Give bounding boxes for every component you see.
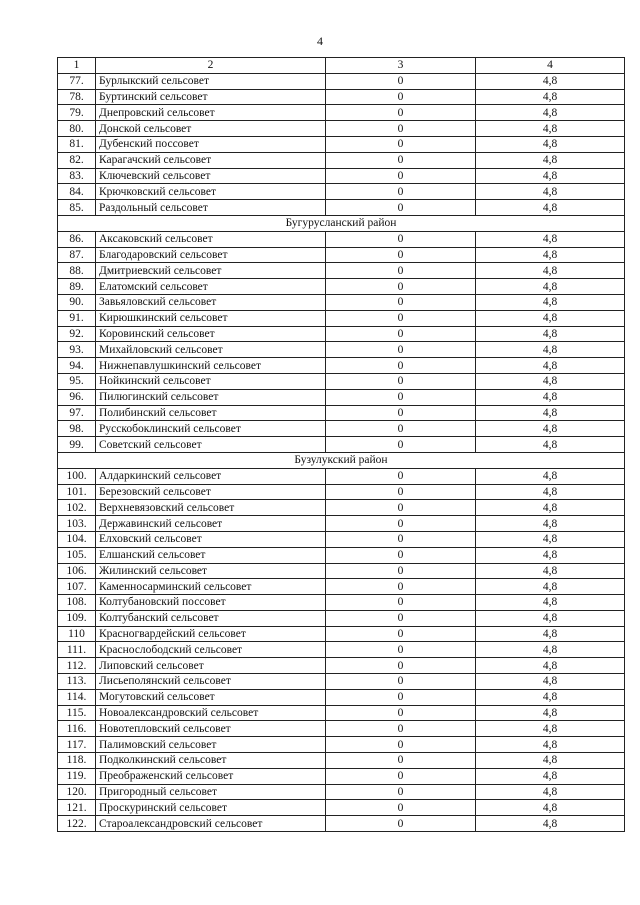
- table-row: [58, 263, 625, 279]
- row-name-cell: Каменносарминский сельсовет: [96, 579, 326, 595]
- row-number-cell: 85.: [58, 200, 96, 216]
- table-body: [58, 58, 625, 832]
- row-number-cell: 83.: [58, 168, 96, 184]
- section-title: Бузулукский район: [58, 452, 625, 468]
- table-row: [58, 358, 625, 374]
- row-name-cell: Крючковский сельсовет: [96, 184, 326, 200]
- row-col4-cell: 4,8: [476, 389, 625, 405]
- table-row: [58, 136, 625, 152]
- table-row: [58, 563, 625, 579]
- table-row: [58, 800, 625, 816]
- row-col3-cell: 0: [326, 247, 476, 263]
- row-col3-cell: 0: [326, 105, 476, 121]
- table-row: [58, 373, 625, 389]
- table-row: [58, 610, 625, 626]
- row-col4-cell: 4,8: [476, 279, 625, 295]
- row-number-cell: 89.: [58, 279, 96, 295]
- row-number-cell: 108.: [58, 595, 96, 611]
- row-col4-cell: 4,8: [476, 200, 625, 216]
- row-col3-cell: 0: [326, 705, 476, 721]
- row-name-cell: Кирюшкинский сельсовет: [96, 310, 326, 326]
- section-row: [58, 452, 625, 468]
- table-row: [58, 184, 625, 200]
- row-number-cell: 122.: [58, 816, 96, 832]
- row-col4-cell: 4,8: [476, 152, 625, 168]
- row-col3-cell: 0: [326, 231, 476, 247]
- table-row: [58, 753, 625, 769]
- row-col3-cell: 0: [326, 437, 476, 453]
- row-col3-cell: 0: [326, 373, 476, 389]
- table-row: [58, 279, 625, 295]
- row-name-cell: Староалександровский сельсовет: [96, 816, 326, 832]
- row-col3-cell: 0: [326, 279, 476, 295]
- page-number: 4: [317, 34, 323, 48]
- row-name-cell: Раздольный сельсовет: [96, 200, 326, 216]
- row-number-cell: 91.: [58, 310, 96, 326]
- row-col3-cell: 0: [326, 626, 476, 642]
- row-col4-cell: 4,8: [476, 326, 625, 342]
- table-row: [58, 674, 625, 690]
- municipal-table: [57, 57, 625, 832]
- header-cell-1: 1: [58, 58, 96, 74]
- table-row: [58, 421, 625, 437]
- row-name-cell: Аксаковский сельсовет: [96, 231, 326, 247]
- row-number-cell: 86.: [58, 231, 96, 247]
- table-row: [58, 689, 625, 705]
- row-name-cell: Подколкинский сельсовет: [96, 753, 326, 769]
- row-col3-cell: 0: [326, 168, 476, 184]
- row-name-cell: Советский сельсовет: [96, 437, 326, 453]
- row-number-cell: 99.: [58, 437, 96, 453]
- row-col4-cell: 4,8: [476, 563, 625, 579]
- row-col3-cell: 0: [326, 563, 476, 579]
- row-col4-cell: 4,8: [476, 247, 625, 263]
- row-col4-cell: 4,8: [476, 737, 625, 753]
- row-col3-cell: 0: [326, 358, 476, 374]
- row-name-cell: Липовский сельсовет: [96, 658, 326, 674]
- row-col3-cell: 0: [326, 421, 476, 437]
- row-col4-cell: 4,8: [476, 437, 625, 453]
- row-name-cell: Нойкинский сельсовет: [96, 373, 326, 389]
- row-col3-cell: 0: [326, 484, 476, 500]
- table-row: [58, 389, 625, 405]
- row-col3-cell: 0: [326, 579, 476, 595]
- row-col4-cell: 4,8: [476, 342, 625, 358]
- row-col3-cell: 0: [326, 721, 476, 737]
- row-col3-cell: 0: [326, 547, 476, 563]
- row-name-cell: Коровинский сельсовет: [96, 326, 326, 342]
- row-col3-cell: 0: [326, 500, 476, 516]
- row-name-cell: Дмитриевский сельсовет: [96, 263, 326, 279]
- row-col3-cell: 0: [326, 136, 476, 152]
- row-number-cell: 115.: [58, 705, 96, 721]
- row-name-cell: Дубенский поссовет: [96, 136, 326, 152]
- row-number-cell: 77.: [58, 73, 96, 89]
- row-col4-cell: 4,8: [476, 516, 625, 532]
- row-name-cell: Пилюгинский сельсовет: [96, 389, 326, 405]
- row-col4-cell: 4,8: [476, 105, 625, 121]
- row-number-cell: 96.: [58, 389, 96, 405]
- table-row: [58, 294, 625, 310]
- row-col4-cell: 4,8: [476, 753, 625, 769]
- section-title: Бугурусланский район: [58, 215, 625, 231]
- row-name-cell: Елатомский сельсовет: [96, 279, 326, 295]
- row-name-cell: Бурлыкский сельсовет: [96, 73, 326, 89]
- row-name-cell: Новоалександровский сельсовет: [96, 705, 326, 721]
- row-col4-cell: 4,8: [476, 579, 625, 595]
- table-row: [58, 326, 625, 342]
- row-name-cell: Могутовский сельсовет: [96, 689, 326, 705]
- row-name-cell: Ключевский сельсовет: [96, 168, 326, 184]
- table-row: [58, 816, 625, 832]
- row-name-cell: Пригородный сельсовет: [96, 784, 326, 800]
- row-col3-cell: 0: [326, 294, 476, 310]
- row-col4-cell: 4,8: [476, 626, 625, 642]
- row-number-cell: 79.: [58, 105, 96, 121]
- row-number-cell: 121.: [58, 800, 96, 816]
- row-col4-cell: 4,8: [476, 421, 625, 437]
- row-number-cell: 90.: [58, 294, 96, 310]
- row-col3-cell: 0: [326, 263, 476, 279]
- row-number-cell: 111.: [58, 642, 96, 658]
- row-name-cell: Державинский сельсовет: [96, 516, 326, 532]
- row-name-cell: Русскобоклинский сельсовет: [96, 421, 326, 437]
- table-row: [58, 73, 625, 89]
- row-number-cell: 110: [58, 626, 96, 642]
- table-row: [58, 516, 625, 532]
- row-name-cell: Проскуринский сельсовет: [96, 800, 326, 816]
- row-number-cell: 87.: [58, 247, 96, 263]
- row-col3-cell: 0: [326, 184, 476, 200]
- row-col4-cell: 4,8: [476, 531, 625, 547]
- row-number-cell: 80.: [58, 121, 96, 137]
- table-row: [58, 705, 625, 721]
- table-row: [58, 105, 625, 121]
- row-col4-cell: 4,8: [476, 768, 625, 784]
- table-row: [58, 500, 625, 516]
- row-name-cell: Елховский сельсовет: [96, 531, 326, 547]
- row-col3-cell: 0: [326, 816, 476, 832]
- row-col4-cell: 4,8: [476, 705, 625, 721]
- table-row: [58, 658, 625, 674]
- row-name-cell: Красногвардейский сельсовет: [96, 626, 326, 642]
- row-col3-cell: 0: [326, 121, 476, 137]
- header-cell-4: 4: [476, 58, 625, 74]
- row-number-cell: 94.: [58, 358, 96, 374]
- row-col3-cell: 0: [326, 689, 476, 705]
- row-number-cell: 105.: [58, 547, 96, 563]
- row-col3-cell: 0: [326, 595, 476, 611]
- table-row: [58, 484, 625, 500]
- row-col4-cell: 4,8: [476, 595, 625, 611]
- row-number-cell: 103.: [58, 516, 96, 532]
- row-number-cell: 117.: [58, 737, 96, 753]
- row-name-cell: Елшанский сельсовет: [96, 547, 326, 563]
- row-number-cell: 113.: [58, 674, 96, 690]
- row-number-cell: 92.: [58, 326, 96, 342]
- row-col4-cell: 4,8: [476, 73, 625, 89]
- table-row: [58, 595, 625, 611]
- row-col3-cell: 0: [326, 658, 476, 674]
- row-col4-cell: 4,8: [476, 168, 625, 184]
- row-col4-cell: 4,8: [476, 294, 625, 310]
- table-row: [58, 642, 625, 658]
- row-col4-cell: 4,8: [476, 89, 625, 105]
- row-col4-cell: 4,8: [476, 642, 625, 658]
- row-number-cell: 116.: [58, 721, 96, 737]
- row-col4-cell: 4,8: [476, 547, 625, 563]
- row-col3-cell: 0: [326, 674, 476, 690]
- row-number-cell: 84.: [58, 184, 96, 200]
- table-row: [58, 342, 625, 358]
- row-name-cell: Новотепловский сельсовет: [96, 721, 326, 737]
- row-number-cell: 107.: [58, 579, 96, 595]
- row-name-cell: Завьяловский сельсовет: [96, 294, 326, 310]
- row-col4-cell: 4,8: [476, 231, 625, 247]
- table-row: [58, 737, 625, 753]
- row-col4-cell: 4,8: [476, 800, 625, 816]
- row-number-cell: 109.: [58, 610, 96, 626]
- row-name-cell: Алдаркинский сельсовет: [96, 468, 326, 484]
- table-row: [58, 152, 625, 168]
- row-col4-cell: 4,8: [476, 310, 625, 326]
- row-col4-cell: 4,8: [476, 784, 625, 800]
- row-col3-cell: 0: [326, 152, 476, 168]
- table-row: [58, 89, 625, 105]
- row-name-cell: Донской сельсовет: [96, 121, 326, 137]
- row-col4-cell: 4,8: [476, 373, 625, 389]
- table-row: [58, 626, 625, 642]
- row-col4-cell: 4,8: [476, 263, 625, 279]
- row-name-cell: Колтубанский сельсовет: [96, 610, 326, 626]
- row-number-cell: 106.: [58, 563, 96, 579]
- table-row: [58, 121, 625, 137]
- row-number-cell: 95.: [58, 373, 96, 389]
- row-number-cell: 98.: [58, 421, 96, 437]
- row-col4-cell: 4,8: [476, 721, 625, 737]
- row-col4-cell: 4,8: [476, 405, 625, 421]
- row-col4-cell: 4,8: [476, 484, 625, 500]
- row-col4-cell: 4,8: [476, 468, 625, 484]
- row-name-cell: Колтубановский поссовет: [96, 595, 326, 611]
- table-row: [58, 231, 625, 247]
- table-row: [58, 768, 625, 784]
- row-col3-cell: 0: [326, 405, 476, 421]
- table-row: [58, 437, 625, 453]
- row-number-cell: 119.: [58, 768, 96, 784]
- row-number-cell: 102.: [58, 500, 96, 516]
- row-col4-cell: 4,8: [476, 689, 625, 705]
- row-col4-cell: 4,8: [476, 136, 625, 152]
- row-col3-cell: 0: [326, 326, 476, 342]
- table-row: [58, 721, 625, 737]
- table-row: [58, 579, 625, 595]
- row-col3-cell: 0: [326, 784, 476, 800]
- row-col4-cell: 4,8: [476, 610, 625, 626]
- row-name-cell: Лисьеполянский сельсовет: [96, 674, 326, 690]
- table-row: [58, 531, 625, 547]
- table-row: [58, 468, 625, 484]
- row-number-cell: 100.: [58, 468, 96, 484]
- row-name-cell: Березовский сельсовет: [96, 484, 326, 500]
- row-col4-cell: 4,8: [476, 121, 625, 137]
- row-name-cell: Благодаровский сельсовет: [96, 247, 326, 263]
- row-name-cell: Преображенский сельсовет: [96, 768, 326, 784]
- row-col3-cell: 0: [326, 468, 476, 484]
- row-col4-cell: 4,8: [476, 184, 625, 200]
- row-name-cell: Палимовский сельсовет: [96, 737, 326, 753]
- row-col3-cell: 0: [326, 389, 476, 405]
- row-col3-cell: 0: [326, 768, 476, 784]
- table-row: [58, 168, 625, 184]
- header-row: [58, 58, 625, 74]
- row-col3-cell: 0: [326, 342, 476, 358]
- row-number-cell: 97.: [58, 405, 96, 421]
- row-name-cell: Днепровский сельсовет: [96, 105, 326, 121]
- row-number-cell: 104.: [58, 531, 96, 547]
- row-col3-cell: 0: [326, 800, 476, 816]
- table-row: [58, 547, 625, 563]
- row-name-cell: Краснослободский сельсовет: [96, 642, 326, 658]
- row-col3-cell: 0: [326, 200, 476, 216]
- row-col3-cell: 0: [326, 737, 476, 753]
- row-name-cell: Верхневязовский сельсовет: [96, 500, 326, 516]
- row-col3-cell: 0: [326, 753, 476, 769]
- table-row: [58, 247, 625, 263]
- table-row: [58, 200, 625, 216]
- row-number-cell: 78.: [58, 89, 96, 105]
- row-col4-cell: 4,8: [476, 816, 625, 832]
- table-row: [58, 310, 625, 326]
- row-col4-cell: 4,8: [476, 500, 625, 516]
- row-name-cell: Полибинский сельсовет: [96, 405, 326, 421]
- row-col3-cell: 0: [326, 516, 476, 532]
- row-name-cell: Карагачский сельсовет: [96, 152, 326, 168]
- row-number-cell: 81.: [58, 136, 96, 152]
- row-col4-cell: 4,8: [476, 658, 625, 674]
- row-col3-cell: 0: [326, 610, 476, 626]
- row-col3-cell: 0: [326, 89, 476, 105]
- row-col3-cell: 0: [326, 531, 476, 547]
- row-col3-cell: 0: [326, 73, 476, 89]
- row-number-cell: 114.: [58, 689, 96, 705]
- row-number-cell: 93.: [58, 342, 96, 358]
- table-row: [58, 784, 625, 800]
- row-number-cell: 101.: [58, 484, 96, 500]
- table-row: [58, 405, 625, 421]
- row-col4-cell: 4,8: [476, 674, 625, 690]
- row-name-cell: Нижнепавлушкинский сельсовет: [96, 358, 326, 374]
- section-row: [58, 215, 625, 231]
- row-col3-cell: 0: [326, 310, 476, 326]
- row-name-cell: Михайловский сельсовет: [96, 342, 326, 358]
- header-cell-2: 2: [96, 58, 326, 74]
- header-cell-3: 3: [326, 58, 476, 74]
- row-number-cell: 120.: [58, 784, 96, 800]
- row-number-cell: 88.: [58, 263, 96, 279]
- row-name-cell: Буртинский сельсовет: [96, 89, 326, 105]
- row-number-cell: 82.: [58, 152, 96, 168]
- row-number-cell: 118.: [58, 753, 96, 769]
- row-name-cell: Жилинский сельсовет: [96, 563, 326, 579]
- row-col4-cell: 4,8: [476, 358, 625, 374]
- row-col3-cell: 0: [326, 642, 476, 658]
- row-number-cell: 112.: [58, 658, 96, 674]
